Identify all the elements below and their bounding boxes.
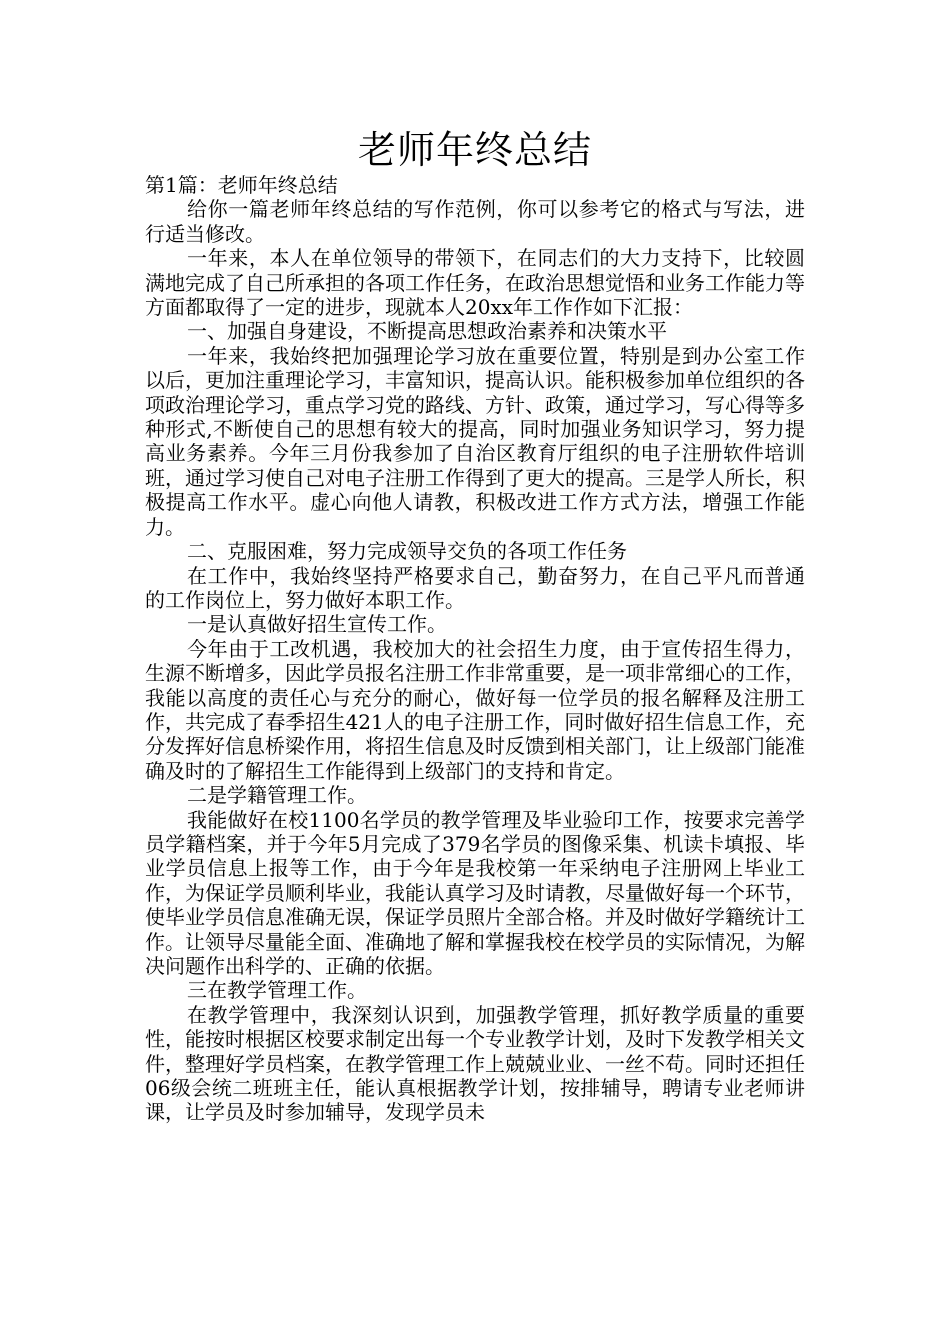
paragraph: 第1篇：老师年终总结 (145, 173, 338, 197)
paragraph: 给你一篇老师年终总结的写作范例，你可以参考它的格式与写法，进行适当修改。 (145, 197, 805, 246)
document-body (145, 173, 805, 1125)
paragraph: 在工作中，我始终坚持严格要求自己，勤奋努力，在自己平凡而普通的工作岗位上，努力做好本职工作。 (145, 563, 805, 612)
paragraph: 一是认真做好招生宣传工作。 (187, 612, 447, 637)
paragraph: 二、克服困难，努力完成领导交负的各项工作任务 (187, 539, 627, 564)
paragraph: 一年来，我始终把加强理论学习放在重要位置，特别是到办公室工作以后，更加注重理论学习，丰富知识，提高认识。能积极参加单位组织的各项政治理论学习，重点学习党的路线、方针、政策，通过学习，写心得等多种形式,不断使自己的思想有较大的提高，同时加强业务知识学习，努力提高业务素养。今年三月份我参加了自治区教育厅组织的电子注册软件培训班，通过学习使自己对电子注册工作得到了更大的提高。三是学人所长，积极提高工作水平。虚心向他人请教，积极改进工作方式方法，增强工作能力。 (145, 343, 805, 539)
paragraph: 我能做好在校1100名学员的教学管理及毕业验印工作，按要求完善学员学籍档案，并于今年5月完成了379名学员的图像采集、机读卡填报、毕业学员信息上报等工作，由于今年是我校第一年采纳电子注册网上毕业工作，为保证学员顺利毕业，我能认真学习及时请教，尽量做好每一个环节，使毕业学员信息准确无误，保证学员照片全部合格。并及时做好学籍统计工作。让领导尽量能全面、准确地了解和掌握我校在校学员的实际情况，为解决问题作出科学的、正确的依据。 (145, 807, 805, 978)
paragraph: 一年来，本人在单位领导的带领下，在同志们的大力支持下，比较圆满地完成了自己所承担的各项工作任务，在政治思想觉悟和业务工作能力等方面都取得了一定的进步，现就本人20xx年工作作如下汇报： (145, 246, 805, 320)
paragraph: 二是学籍管理工作。 (187, 783, 367, 808)
paragraph: 三在教学管理工作。 (187, 978, 367, 1003)
paragraph: 一、加强自身建设，不断提高思想政治素养和决策水平 (187, 319, 667, 344)
document-title: 老师年终总结 (357, 128, 592, 172)
paragraph: 今年由于工改机遇，我校加大的社会招生力度，由于宣传招生得力，生源不断增多，因此学员报名注册工作非常重要，是一项非常细心的工作，我能以高度的责任心与充分的耐心，做好每一位学员的报名解释及注册工作，共完成了春季招生421人的电子注册工作，同时做好招生信息工作，充分发挥好信息桥梁作用，将招生信息及时反馈到相关部门，让上级部门能准确及时的了解招生工作能得到上级部门的支持和肯定。 (145, 636, 805, 783)
paragraph: 在教学管理中，我深刻认识到，加强教学管理，抓好教学质量的重要性，能按时根据区校要求制定出每一个专业教学计划，及时下发教学相关文件，整理好学员档案，在教学管理工作上兢兢业业、一丝不苟。同时还担任06级会统二班班主任，能认真根据教学计划，按排辅导，聘请专业老师讲课，让学员及时参加辅导，发现学员未 (145, 1002, 805, 1125)
